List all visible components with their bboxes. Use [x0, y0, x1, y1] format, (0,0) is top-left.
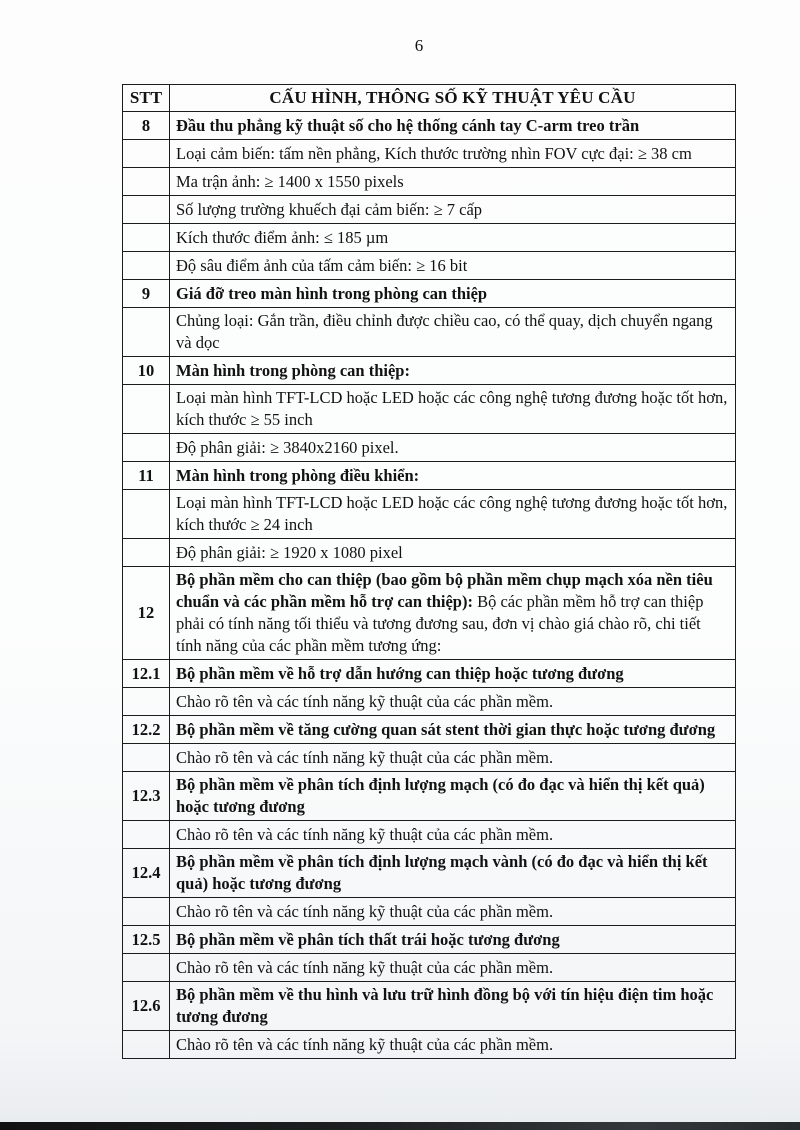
row-number-cell: 11 [123, 462, 170, 490]
row-spec-cell: Chủng loại: Gắn trần, điều chỉnh được chiều cao, có thể quay, dịch chuyển ngang và dọc [170, 308, 736, 357]
row-number-cell [123, 140, 170, 168]
row-spec-cell: Độ sâu điểm ảnh của tấm cảm biến: ≥ 16 bit [170, 252, 736, 280]
table-row [123, 357, 736, 385]
row-spec-cell: Chào rõ tên và các tính năng kỹ thuật của các phần mềm. [170, 898, 736, 926]
table-row [123, 660, 736, 688]
page-number: 6 [414, 36, 424, 55]
spec-table [122, 84, 736, 1059]
row-spec-cell: Chào rõ tên và các tính năng kỹ thuật của các phần mềm. [170, 744, 736, 772]
row-number-cell: 12.2 [123, 716, 170, 744]
row-spec-cell: Bộ phần mềm về thu hình và lưu trữ hình đồng bộ với tín hiệu điện tim hoặc tương đương [170, 982, 736, 1031]
row-spec-cell: Loại màn hình TFT-LCD hoặc LED hoặc các công nghệ tương đương hoặc tốt hơn, kích thước ≥ 55 inch [170, 385, 736, 434]
row-number-cell: 12.5 [123, 926, 170, 954]
row-spec-cell: Loại màn hình TFT-LCD hoặc LED hoặc các công nghệ tương đương hoặc tốt hơn, kích thước ≥ 24 inch [170, 490, 736, 539]
row-number-cell [123, 1031, 170, 1059]
row-number-cell [123, 490, 170, 539]
header-cell-stt: STT [123, 85, 170, 112]
spec-table-head [123, 85, 736, 112]
row-spec-cell: Bộ phần mềm về phân tích thất trái hoặc tương đương [170, 926, 736, 954]
table-row [123, 252, 736, 280]
row-spec-cell: Bộ phần mềm về hỗ trợ dẫn hướng can thiệp hoặc tương đương [170, 660, 736, 688]
table-row [123, 308, 736, 357]
row-number-cell [123, 224, 170, 252]
table-row [123, 196, 736, 224]
table-row [123, 280, 736, 308]
row-spec-cell: Bộ phần mềm về tăng cường quan sát stent thời gian thực hoặc tương đương [170, 716, 736, 744]
row-number-cell: 12 [123, 567, 170, 660]
row-spec-cell [170, 567, 736, 660]
row-number-cell [123, 168, 170, 196]
row-number-cell: 12.6 [123, 982, 170, 1031]
spec-text-part: Bộ phần mềm cho can thiệp (bao gồm bộ phần mềm chụp mạch xóa nền tiêu chuẩn và các phần mềm hỗ trợ can thiệp): [176, 570, 713, 611]
table-row [123, 462, 736, 490]
row-number-cell [123, 898, 170, 926]
row-spec-cell: Độ phân giải: ≥ 3840x2160 pixel. [170, 434, 736, 462]
row-number-cell [123, 539, 170, 567]
table-row [123, 744, 736, 772]
row-spec-cell: Độ phân giải: ≥ 1920 x 1080 pixel [170, 539, 736, 567]
row-number-cell [123, 196, 170, 224]
table-row [123, 140, 736, 168]
table-row [123, 224, 736, 252]
header-row [123, 85, 736, 112]
row-number-cell: 12.1 [123, 660, 170, 688]
row-spec-cell: Đầu thu phẳng kỹ thuật số cho hệ thống cánh tay C-arm treo trần [170, 112, 736, 140]
row-spec-cell: Chào rõ tên và các tính năng kỹ thuật của các phần mềm. [170, 1031, 736, 1059]
spec-table-body [123, 112, 736, 1059]
row-number-cell [123, 308, 170, 357]
table-row [123, 1031, 736, 1059]
row-number-cell [123, 385, 170, 434]
table-row [123, 821, 736, 849]
row-spec-cell: Màn hình trong phòng can thiệp: [170, 357, 736, 385]
row-number-cell: 12.4 [123, 849, 170, 898]
row-number-cell: 10 [123, 357, 170, 385]
row-number-cell [123, 252, 170, 280]
row-spec-cell: Giá đỡ treo màn hình trong phòng can thiệp [170, 280, 736, 308]
header-cell-spec: CẤU HÌNH, THÔNG SỐ KỸ THUẬT YÊU CẦU [170, 85, 736, 112]
row-spec-cell: Loại cảm biến: tấm nền phẳng, Kích thước trường nhìn FOV cực đại: ≥ 38 cm [170, 140, 736, 168]
table-row [123, 385, 736, 434]
table-row [123, 490, 736, 539]
table-row [123, 954, 736, 982]
table-row [123, 926, 736, 954]
row-spec-cell: Ma trận ảnh: ≥ 1400 x 1550 pixels [170, 168, 736, 196]
row-spec-cell: Số lượng trường khuếch đại cảm biến: ≥ 7 cấp [170, 196, 736, 224]
spec-text-part: Bộ các phần mềm hỗ trợ can thiệp phải có tính năng tối thiểu và tương đương sau, đơn vị chào giá chào rõ, chi tiết tính năng của các phần mềm tương ứng: [176, 592, 704, 655]
table-row [123, 898, 736, 926]
row-number-cell: 12.3 [123, 772, 170, 821]
table-row [123, 434, 736, 462]
table-row [123, 539, 736, 567]
row-spec-cell: Bộ phần mềm về phân tích định lượng mạch vành (có đo đạc và hiển thị kết quả) hoặc tương đương [170, 849, 736, 898]
row-number-cell [123, 744, 170, 772]
row-spec-cell: Màn hình trong phòng điều khiển: [170, 462, 736, 490]
table-row [123, 982, 736, 1031]
table-row [123, 849, 736, 898]
row-number-cell [123, 434, 170, 462]
row-number-cell [123, 688, 170, 716]
row-number-cell: 8 [123, 112, 170, 140]
table-row [123, 112, 736, 140]
row-spec-cell: Bộ phần mềm về phân tích định lượng mạch (có đo đạc và hiển thị kết quả) hoặc tương đương [170, 772, 736, 821]
row-number-cell: 9 [123, 280, 170, 308]
table-row [123, 567, 736, 660]
table-row [123, 716, 736, 744]
table-row [123, 688, 736, 716]
row-spec-cell: Kích thước điểm ảnh: ≤ 185 µm [170, 224, 736, 252]
row-number-cell [123, 954, 170, 982]
scan-edge [0, 1122, 800, 1130]
row-spec-cell: Chào rõ tên và các tính năng kỹ thuật của các phần mềm. [170, 821, 736, 849]
row-spec-cell: Chào rõ tên và các tính năng kỹ thuật của các phần mềm. [170, 688, 736, 716]
row-number-cell [123, 821, 170, 849]
table-row [123, 772, 736, 821]
table-row [123, 168, 736, 196]
row-spec-cell: Chào rõ tên và các tính năng kỹ thuật của các phần mềm. [170, 954, 736, 982]
